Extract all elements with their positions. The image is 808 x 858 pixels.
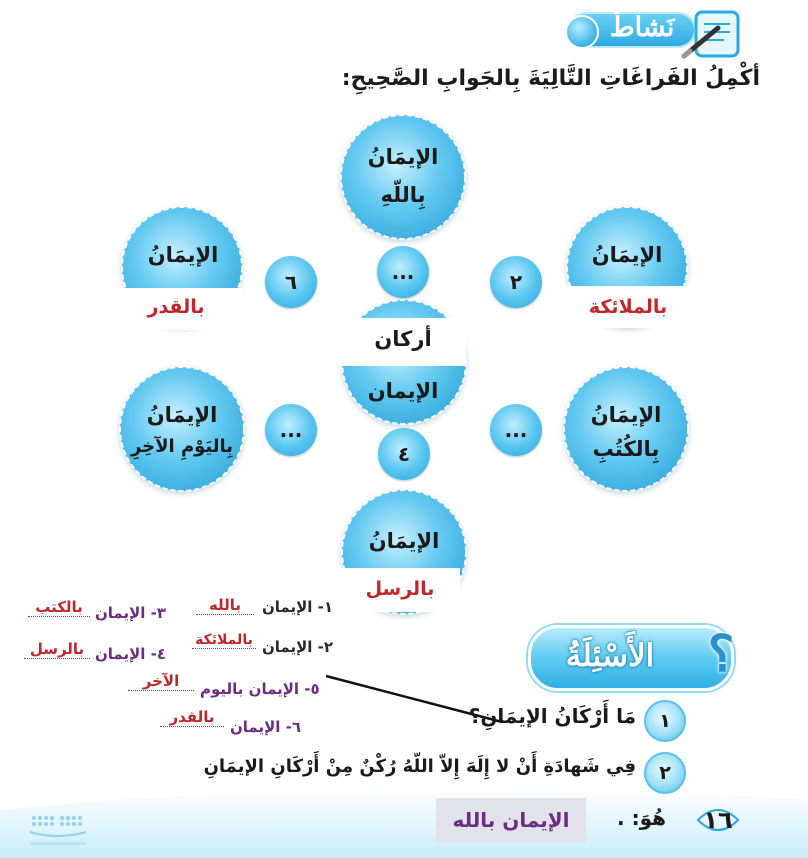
answer-1-value: بالله: [196, 596, 254, 615]
answer-2-label: ٢- الإيمان: [262, 638, 334, 656]
answer-5-value: الآخر: [128, 672, 194, 691]
answer-1-label: ١- الإيمان: [262, 598, 334, 616]
bubble-icon: [565, 15, 599, 49]
flower-top: [338, 112, 468, 242]
answer-3-label: ٣- الإيمان: [95, 604, 167, 622]
flower-bottom-line1: الإيمَانُ: [368, 529, 440, 553]
answer-2-value: بالملائكة: [192, 632, 256, 649]
number-top-right: ٢: [490, 256, 542, 308]
question-2-number: ٢: [644, 752, 686, 794]
flower-top-left-line1: الإيمَانُ: [147, 243, 219, 267]
flower-bottom-right-line2: بِالكُتُبِ: [592, 437, 660, 461]
flower-bottom-answer: بالرسل: [365, 578, 435, 600]
center-line1: أركان: [374, 327, 432, 351]
question-1-number: ١: [644, 700, 686, 742]
number-bottom-right: ...: [490, 404, 542, 456]
footer-wave: [0, 770, 808, 858]
number-top-left: ٦: [265, 256, 317, 308]
flower-top-line1: الإيمَانُ: [367, 145, 439, 169]
flower-top-right-answer: بالملائكة: [588, 296, 668, 318]
flower-bottom-left-line1: الإيمَانُ: [146, 403, 218, 427]
number-bottom-left: ...: [265, 404, 317, 456]
notebook-pencil-icon: [680, 10, 742, 60]
activity-title: نَشاطٌ: [609, 12, 675, 43]
question-mark-icon: ؟: [707, 624, 735, 683]
flower-bottom-left-line2: بِاليَوْمِ الآخِرِ: [130, 436, 234, 457]
flower-top-right-line1: الإيمَانُ: [591, 243, 663, 267]
center-line2: الإيمان: [367, 379, 439, 403]
answer-3-value: بالكتب: [28, 598, 90, 617]
flower-top-left-answer: بالقدر: [147, 296, 205, 318]
page-number: ١٦: [703, 806, 733, 834]
question-2-prefix: هُوَ: .: [617, 806, 666, 830]
answer-4-label: ٤- الإيمان: [95, 645, 167, 663]
number-top: ...: [377, 246, 429, 298]
question-2-text: فِي شَهادَةِ أَنْ لا إِلَهَ إِلاّ اللّهُ رُكْنٌ مِنْ أَرْكَانِ الإيمَانِ: [203, 756, 636, 777]
answer-6-value: بالقدر: [160, 708, 224, 727]
ministry-logo: [20, 810, 100, 854]
answer-5-label: ٥- الإيمان باليوم: [200, 680, 320, 698]
flower-bottom-right-line1: الإيمَانُ: [590, 403, 662, 427]
question-1-text: مَا أَرْكَانُ الإيمَانِ؟: [468, 704, 636, 728]
question-2-answer: الإيمان بالله: [436, 798, 586, 842]
answer-6-label: ٦- الإيمان: [230, 718, 302, 736]
questions-title: الأَسْئِلَةُ: [565, 638, 655, 674]
flower-top-line2: بِاللّهِ: [380, 183, 426, 207]
number-bottom: ٤: [378, 428, 430, 480]
instruction-text: أكْمِلُ الفَراغَاتِ التَّالِيَةَ بِالجَوابِ الصَّحِيحِ:: [341, 66, 760, 91]
answer-4-value: بالرسل: [24, 640, 90, 659]
